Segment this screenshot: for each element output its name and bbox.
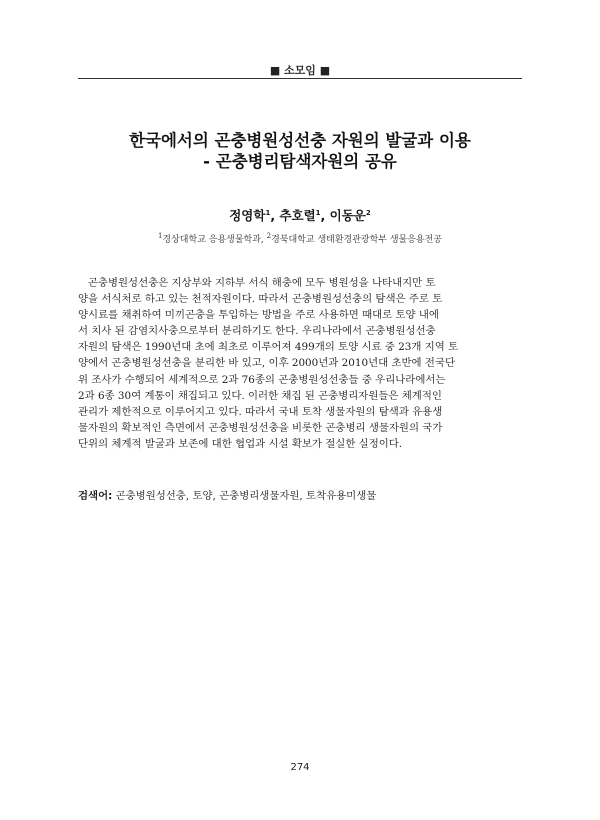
abstract-line: 서 치사 된 감염치사충으로부터 분리하기도 한다. 우리나라에서 곤충병원성선충 xyxy=(78,325,436,338)
abstract-body xyxy=(78,275,522,452)
abstract-line: 위 조사가 수행되어 세계적으로 2과 76종의 곤충병원성선충들 중 우리나라에서는 xyxy=(78,373,446,386)
abstract-line: 관리가 제한적으로 이루어지고 있다. 따라서 국내 토착 생물자원의 탐색과 유용생 xyxy=(78,405,443,418)
section-label: ■ 소모임 ■ xyxy=(269,64,331,77)
author-affiliation-mark: 2 xyxy=(365,208,371,217)
abstract-line: 자원의 탐색은 1990년대 초에 최초로 이루어져 499개의 토양 시료 중 23개 지역 토 xyxy=(78,341,459,354)
abstract-line: 2과 6종 30여 계통이 채집되고 있다. 이러한 채집 된 곤충병리자원들은 체계적인 xyxy=(78,389,442,402)
page-number: 274 xyxy=(290,762,310,773)
header-divider xyxy=(78,78,522,79)
keywords xyxy=(78,487,522,502)
author-name: 정영학 xyxy=(229,208,266,223)
abstract-line: 양시료를 채취하여 미끼곤충을 투입하는 방법을 주로 사용하면 때대로 토양 내에 xyxy=(78,309,439,322)
keywords-label: 검색어: xyxy=(78,490,113,502)
author-affiliation-mark: 1 xyxy=(315,208,321,217)
abstract-line: 단위의 체계적 발굴과 보존에 대한 협업과 시설 확보가 절실한 실정이다. xyxy=(78,437,403,450)
affiliation-text: 경북대학교 생태환경관광학부 생물응용전공 xyxy=(271,235,443,245)
affiliation-text: 경상대학교 응용생물학과, xyxy=(162,235,267,245)
affiliation-mark: 1 xyxy=(157,232,163,240)
abstract-line: 양에서 곤충병원성선충을 분리한 바 있고, 이후 2000년과 2010년대 초반에 전국단 xyxy=(78,357,455,370)
paper-title xyxy=(78,130,522,172)
author-name: 추호렬 xyxy=(279,208,316,223)
title-line-2: - 곤충병리탐색자원의 공유 xyxy=(203,152,397,171)
author-name: 이동운 xyxy=(329,208,366,223)
author-list xyxy=(78,206,522,224)
title-line-1: 한국에서의 곤충병원성선충 자원의 발굴과 이용 xyxy=(129,131,471,150)
abstract-line: 곤충병원성선충은 지상부와 지하부 서식 해충에 모두 병원성을 나타내지만 토 xyxy=(78,277,436,289)
author-separator: , xyxy=(320,208,330,223)
abstract-line: 물자원의 확보적인 측면에서 곤충병원성선충을 비롯한 곤충병리 생물자원의 국가 xyxy=(78,421,443,434)
author-affiliation-mark: 1 xyxy=(265,208,271,217)
keywords-text: 곤충병원성선충, 토양, 곤충병리생물자원, 토착유용미생물 xyxy=(112,490,377,502)
affiliation-mark: 2 xyxy=(266,232,272,240)
author-separator: , xyxy=(270,208,280,223)
abstract-line: 양을 서식처로 하고 있는 천적자원이다. 따라서 곤충병원성선충의 탐색은 주로 토 xyxy=(78,293,443,306)
affiliation-list xyxy=(78,232,522,245)
